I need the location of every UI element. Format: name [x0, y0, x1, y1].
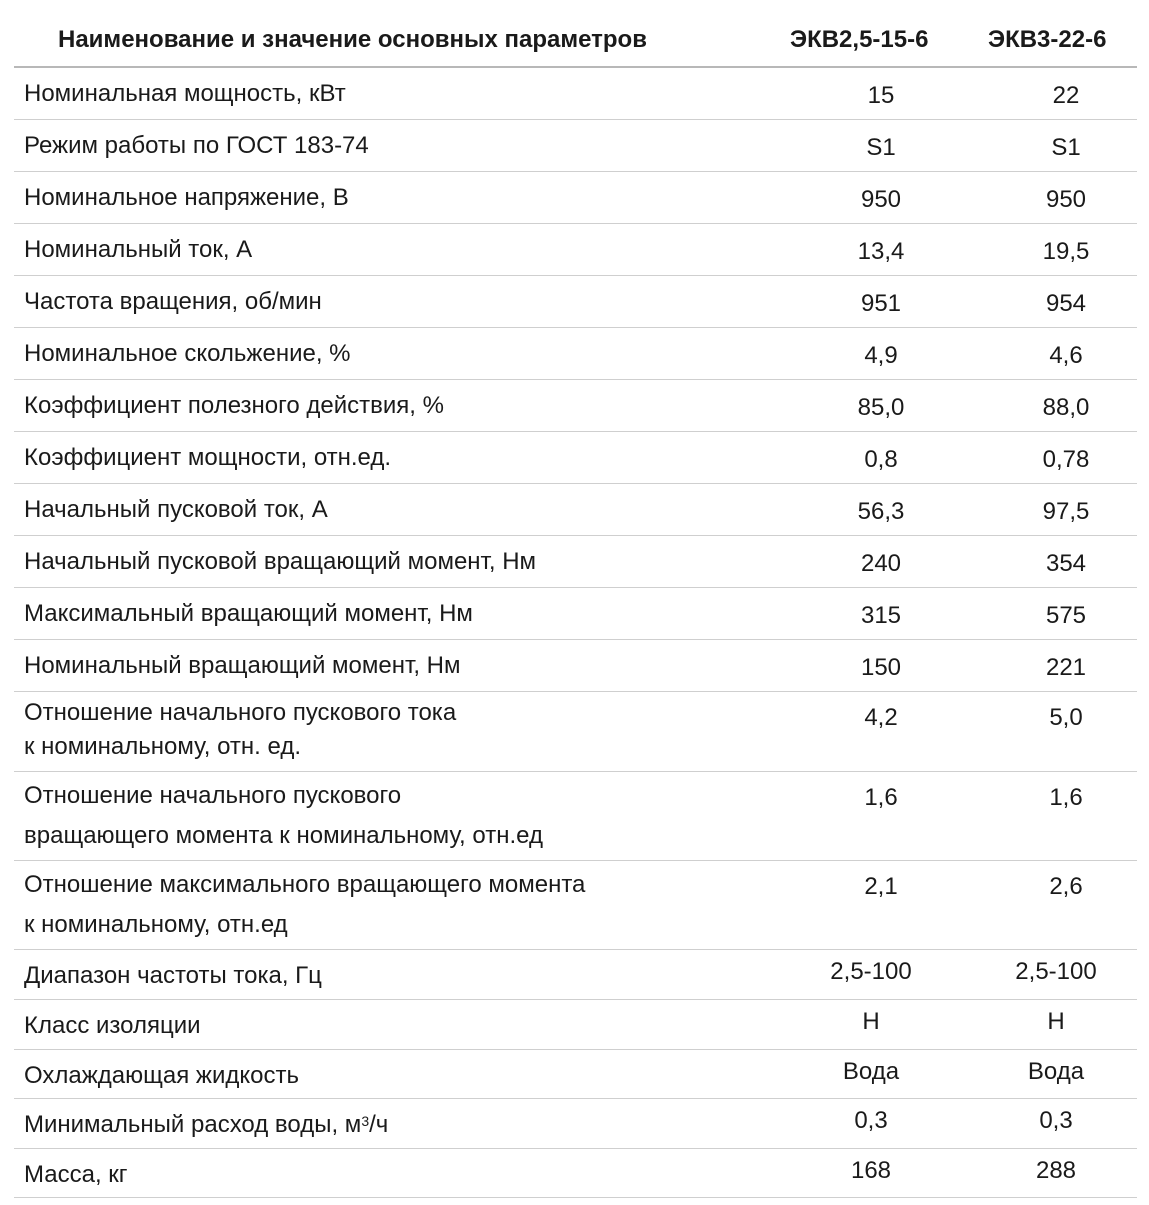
value-a: 2,1 — [864, 873, 898, 900]
value-a: 4,2 — [864, 704, 898, 731]
table-row — [14, 432, 1137, 484]
value-b: 22 — [1052, 82, 1080, 109]
table-row — [14, 950, 1137, 1000]
value-b: 354 — [1045, 550, 1087, 577]
param-label-line1: Отношение максимального вращающего момента — [24, 871, 586, 898]
param-label: Диапазон частоты тока, Гц — [24, 962, 322, 989]
param-label-line2: вращающего момента к номинальному, отн.ед — [24, 822, 543, 849]
value-b: 19,5 — [1042, 238, 1090, 265]
table-row — [14, 1000, 1137, 1050]
param-label: Масса, кг — [24, 1161, 128, 1188]
param-label: Частота вращения, об/мин — [24, 288, 322, 315]
param-label-line2: к номинальному, отн. ед. — [24, 733, 301, 760]
param-label-line2: к номинальному, отн.ед — [24, 911, 288, 938]
param-label: Коэффициент полезного действия, % — [24, 392, 444, 419]
table-row — [14, 772, 1137, 861]
parameters-table — [14, 14, 1137, 1198]
value-b: Н — [1047, 1008, 1065, 1035]
param-label — [24, 776, 543, 856]
table-row — [14, 120, 1137, 172]
value-b: 2,5-100 — [1015, 958, 1097, 985]
param-label: Номинальное напряжение, В — [24, 184, 349, 211]
value-a: 15 — [867, 82, 895, 109]
header-model-b: ЭКВ3-22-6 — [988, 26, 1107, 53]
table-row — [14, 328, 1137, 380]
value-b: 0,3 — [1039, 1107, 1073, 1134]
param-label: Начальный пусковой ток, А — [24, 496, 328, 523]
value-a: 1,6 — [864, 784, 898, 811]
table-row — [14, 224, 1137, 276]
value-a: 951 — [860, 290, 902, 317]
table-row — [14, 692, 1137, 772]
value-b: 0,78 — [1042, 446, 1090, 473]
param-label: Режим работы по ГОСТ 183-74 — [24, 132, 369, 159]
table-row — [14, 1149, 1137, 1198]
value-b: 97,5 — [1042, 498, 1090, 525]
param-label — [24, 865, 585, 945]
param-label-text: Минимальный расход воды, м — [24, 1111, 362, 1138]
value-a: 315 — [860, 602, 902, 629]
value-a: 240 — [860, 550, 902, 577]
value-b: S1 — [1051, 134, 1081, 161]
value-b: 4,6 — [1049, 342, 1083, 369]
param-label: Номинальное скольжение, % — [24, 340, 351, 367]
table-row — [14, 588, 1137, 640]
header-param: Наименование и значение основных параметров — [58, 26, 647, 53]
param-label: Коэффициент мощности, отн.ед. — [24, 444, 392, 471]
value-a: 56,3 — [857, 498, 905, 525]
value-b: 5,0 — [1049, 704, 1083, 731]
table-row — [14, 861, 1137, 950]
value-b: 288 — [1035, 1157, 1077, 1184]
param-label-line1: Отношение начального пускового тока — [24, 699, 457, 726]
table-row — [14, 172, 1137, 224]
value-b: 575 — [1045, 602, 1087, 629]
value-a: Н — [862, 1008, 880, 1035]
param-label-unit: /ч — [369, 1111, 389, 1138]
table-row — [14, 536, 1137, 588]
param-label — [24, 1109, 388, 1141]
value-a: 85,0 — [857, 394, 905, 421]
value-a: 0,3 — [854, 1107, 888, 1134]
table-row — [14, 380, 1137, 432]
value-b: 1,6 — [1049, 784, 1083, 811]
value-a: 2,5-100 — [830, 958, 912, 985]
table-row — [14, 484, 1137, 536]
table-header — [14, 14, 1137, 68]
value-a: Вода — [842, 1058, 900, 1085]
value-a: 950 — [860, 186, 902, 213]
param-label: Номинальный ток, А — [24, 236, 253, 263]
param-label: Максимальный вращающий момент, Нм — [24, 600, 473, 627]
table-row — [14, 68, 1137, 120]
table-row — [14, 1099, 1137, 1149]
value-b: 88,0 — [1042, 394, 1090, 421]
param-label: Номинальный вращающий момент, Нм — [24, 652, 461, 679]
param-label-line1: Отношение начального пускового — [24, 782, 402, 809]
value-b: 2,6 — [1049, 873, 1083, 900]
value-b: Вода — [1027, 1058, 1085, 1085]
param-label: Номинальная мощность, кВт — [24, 80, 346, 107]
table-row — [14, 640, 1137, 692]
param-label-sup: 3 — [361, 1113, 370, 1129]
value-a: 13,4 — [857, 238, 905, 265]
value-a: 0,8 — [864, 446, 898, 473]
value-b: 221 — [1045, 654, 1087, 681]
value-b: 954 — [1045, 290, 1087, 317]
value-a: 168 — [850, 1157, 892, 1184]
param-label — [24, 696, 456, 764]
value-a: 150 — [860, 654, 902, 681]
header-model-a: ЭКВ2,5-15-6 — [790, 26, 929, 53]
param-label: Класс изоляции — [24, 1012, 201, 1039]
value-a: S1 — [866, 134, 896, 161]
value-b: 950 — [1045, 186, 1087, 213]
param-label: Охлаждающая жидкость — [24, 1062, 299, 1089]
param-label: Начальный пусковой вращающий момент, Нм — [24, 548, 537, 575]
value-a: 4,9 — [864, 342, 898, 369]
table-row — [14, 1050, 1137, 1099]
table-row — [14, 276, 1137, 328]
